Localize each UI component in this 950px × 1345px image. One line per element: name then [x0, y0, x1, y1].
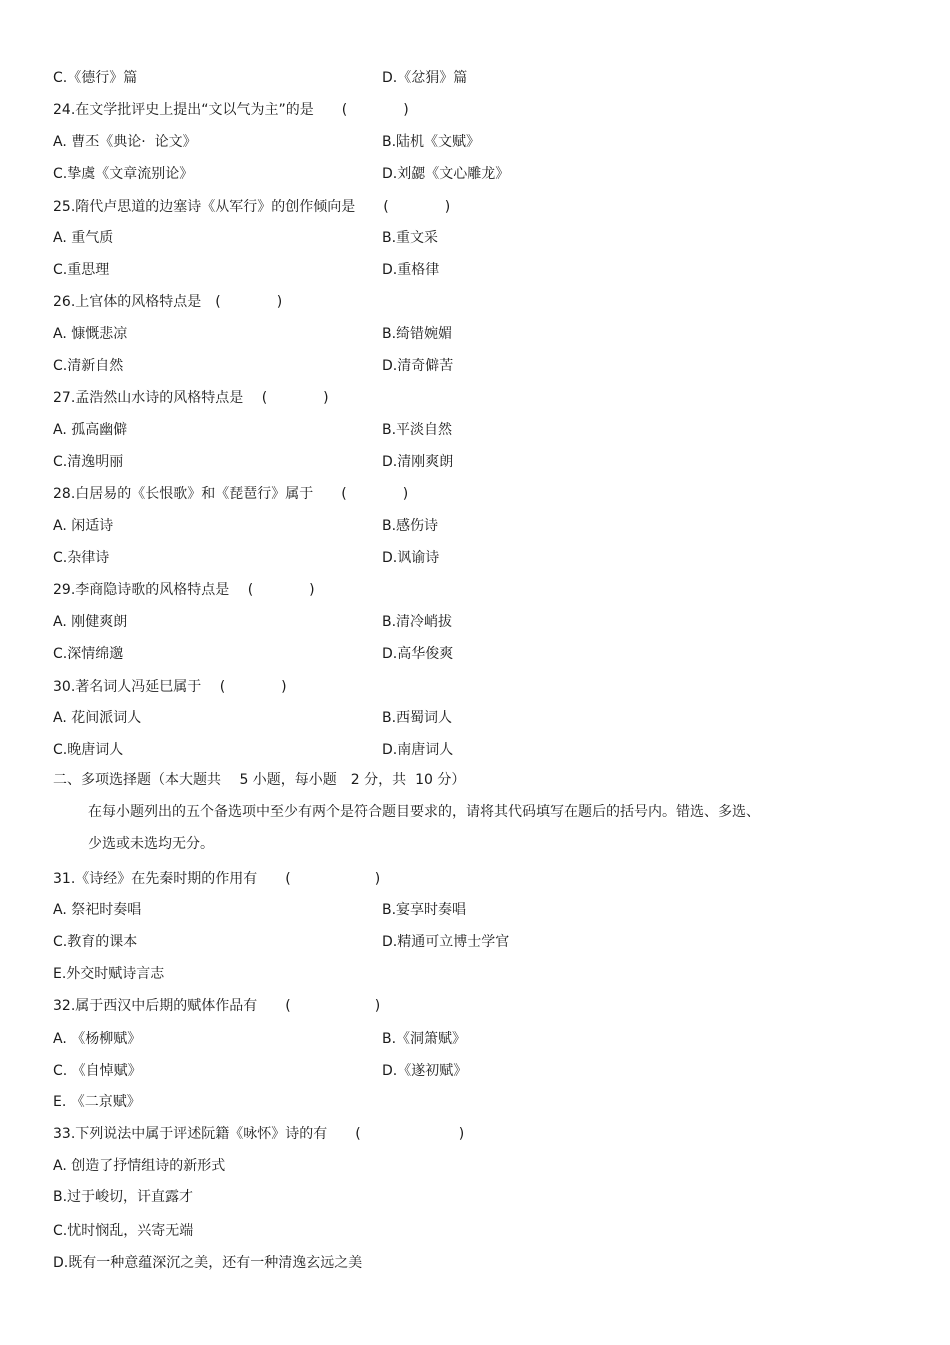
- q31-option-a: A. 祭祀时奏唱: [53, 902, 142, 918]
- q30-option-d: D.南唐词人: [382, 742, 454, 758]
- q33-option-b: B.过于峻切，讦直露才: [53, 1189, 194, 1205]
- q30-stem: 30.著名词人冯延巳属于 ( ): [53, 679, 287, 695]
- q29-stem: 29.李商隐诗歌的风格特点是 ( ): [53, 582, 315, 598]
- q32-option-a: A. 《杨柳赋》: [53, 1031, 142, 1047]
- q27-option-a: A. 孤高幽僻: [53, 422, 128, 438]
- q30-option-c: C.晚唐词人: [53, 742, 124, 758]
- q26-option-c: C.清新自然: [53, 358, 124, 374]
- q32-option-e: E. 《二京赋》: [53, 1094, 141, 1110]
- q27-stem: 27.孟浩然山水诗的风格特点是 ( ): [53, 390, 329, 406]
- q27-option-b: B.平淡自然: [382, 422, 453, 438]
- q24-option-a: A. 曹丕《典论· 论文》: [53, 134, 197, 150]
- q25-option-b: B.重文采: [382, 230, 439, 246]
- q28-option-d: D.讽谕诗: [382, 550, 440, 566]
- q26-stem: 26.上官体的风格特点是 ( ): [53, 294, 283, 310]
- q28-stem: 28.白居易的《长恨歌》和《琵琶行》属于 ( ): [53, 486, 409, 502]
- q31-option-b: B.宴享时奏唱: [382, 902, 467, 918]
- q31-option-e: E.外交时赋诗言志: [53, 966, 165, 982]
- q31-option-d: D.精通可立博士学官: [382, 934, 510, 950]
- q28-option-c: C.杂律诗: [53, 550, 110, 566]
- q25-option-c: C.重思理: [53, 262, 110, 278]
- section-2-title: 二、多项选择题（本大题共 5 小题，每小题 2 分，共 10 分）: [53, 772, 466, 788]
- q24-stem: 24.在文学批评史上提出“文以气为主”的是 ( ): [53, 102, 409, 118]
- q32-option-b: B.《洞箫赋》: [382, 1031, 467, 1047]
- q32-stem: 32.属于西汉中后期的赋体作品有 ( ): [53, 998, 381, 1014]
- q26-option-b: B.绮错婉媚: [382, 326, 453, 342]
- q30-option-b: B.西蜀词人: [382, 710, 453, 726]
- q26-option-a: A. 慷慨悲凉: [53, 326, 128, 342]
- section-2-instruction-line-1: 在每小题列出的五个备选项中至少有两个是符合题目要求的，请将其代码填写在题后的括号内。错选、多选、: [88, 804, 760, 820]
- q33-option-d: D.既有一种意蕴深沉之美，还有一种清逸玄远之美: [53, 1255, 363, 1271]
- q25-option-d: D.重格律: [382, 262, 440, 278]
- q33-option-c: C.忧时悯乱，兴寄无端: [53, 1223, 194, 1239]
- q26-option-d: D.清奇僻苦: [382, 358, 454, 374]
- q25-stem: 25.隋代卢思道的边塞诗《从军行》的创作倾向是 ( ): [53, 199, 451, 215]
- q27-option-c: C.清逸明丽: [53, 454, 124, 470]
- section-2-instruction-line-2: 少选或未选均无分。: [88, 836, 214, 852]
- q28-option-b: B.感伤诗: [382, 518, 439, 534]
- q32-option-c: C. 《自悼赋》: [53, 1063, 142, 1079]
- q23-option-c: C.《德行》篇: [53, 70, 138, 86]
- q31-stem: 31.《诗经》在先秦时期的作用有 ( ): [53, 871, 381, 887]
- q29-option-c: C.深情绵邈: [53, 646, 124, 662]
- q31-option-c: C.教育的课本: [53, 934, 138, 950]
- q30-option-a: A. 花间派词人: [53, 710, 142, 726]
- q24-option-b: B.陆机《文赋》: [382, 134, 481, 150]
- q27-option-d: D.清刚爽朗: [382, 454, 454, 470]
- q33-stem: 33.下列说法中属于评述阮籍《咏怀》诗的有 ( ): [53, 1126, 465, 1142]
- q29-option-d: D.高华俊爽: [382, 646, 454, 662]
- q33-option-a: A. 创造了抒情组诗的新形式: [53, 1158, 226, 1174]
- q29-option-a: A. 刚健爽朗: [53, 614, 128, 630]
- q28-option-a: A. 闲适诗: [53, 518, 114, 534]
- q29-option-b: B.清冷峭拔: [382, 614, 453, 630]
- q32-option-d: D.《遂初赋》: [382, 1063, 468, 1079]
- q24-option-c: C.挚虞《文章流别论》: [53, 166, 194, 182]
- q23-option-d: D.《忿狷》篇: [382, 70, 468, 86]
- q25-option-a: A. 重气质: [53, 230, 114, 246]
- q24-option-d: D.刘勰《文心雕龙》: [382, 166, 510, 182]
